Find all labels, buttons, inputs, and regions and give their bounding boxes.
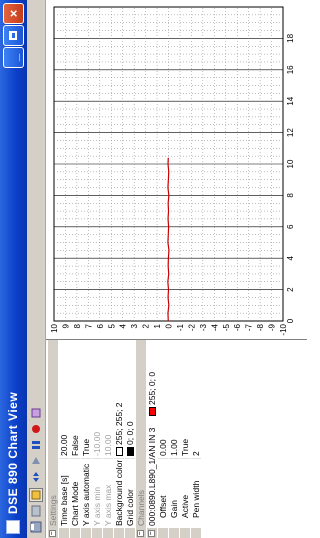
channel-row[interactable]: − 000:0890.L890_1/AN IN 3 255; 0; 0 [147,340,157,538]
open-icon [29,504,43,518]
x-tick-label: 12 [286,128,295,138]
y-tick-label: 10 [50,324,59,333]
category-settings[interactable]: − Settings [48,340,58,538]
window-title: DSE 890 Chart View [6,391,20,514]
play-button[interactable] [29,454,43,468]
restore-button[interactable] [3,25,24,46]
y-tick-label: 9 [61,324,71,329]
y-tick-label: 7 [84,324,94,329]
property-grid-color[interactable]: Grid color 0; 0; 0 [125,340,135,538]
x-tick-label: 2 [286,287,295,292]
x-tick-label: 14 [286,96,295,106]
x-tick-label: 10 [286,159,295,169]
export-button[interactable] [29,406,43,420]
properties-icon [30,489,42,501]
property-y-axis-automatic[interactable]: Y axis automatic True [81,340,91,538]
property-y-axis-max[interactable]: Y axis max 10.00 [103,340,113,538]
property-chart-mode[interactable]: Chart Mode False [70,340,80,538]
pause-icon [29,438,43,452]
y-tick-label: 3 [130,324,140,329]
y-tick-label: -6 [233,324,243,332]
grid-color-swatch [127,447,134,456]
y-tick-label: 6 [95,324,105,329]
chart-panel [46,0,307,339]
y-tick-label: 1 [153,324,163,329]
export-icon [29,406,43,420]
property-background-color[interactable]: Background color 255; 255; 2 [114,340,124,538]
open-button[interactable] [29,504,43,518]
restore-icon [9,31,17,40]
toolbar [27,0,46,538]
y-tick-label: -8 [256,324,266,332]
x-tick-label: 0 [286,318,295,324]
x-tick-label: 18 [286,33,295,43]
minimize-icon: _ [6,53,21,62]
property-active[interactable]: Active True [180,340,190,538]
pause-button[interactable] [29,438,43,452]
x-tick-label: 4 [286,255,295,261]
minimize-button[interactable] [3,47,24,68]
app-icon [6,520,20,534]
collapse-icon: − [49,531,56,536]
connect-icon [29,470,43,484]
channel-color-swatch [149,407,156,416]
y-tick-label: -10 [279,324,288,336]
property-pen-width[interactable]: Pen width 2 [191,340,201,538]
x-tick-label: 8 [286,193,295,198]
chart[interactable] [46,0,307,339]
y-tick-label: 2 [141,324,151,329]
properties-button[interactable] [29,488,43,502]
collapse-icon: − [148,531,155,536]
close-button[interactable] [3,3,24,24]
y-tick-label: -4 [210,324,220,332]
y-tick-label: -1 [175,324,185,332]
background-color-swatch [116,447,123,456]
property-gain[interactable]: Gain 1.00 [169,340,179,538]
y-tick-label: -9 [267,324,277,332]
y-tick-label: 4 [118,324,128,329]
play-icon [29,454,43,468]
y-tick-label: 8 [72,324,82,329]
category-channels[interactable]: − Channels [136,340,146,538]
connect-button[interactable] [29,470,43,484]
save-button[interactable] [29,520,43,534]
property-grid [46,339,307,538]
save-icon [29,520,43,534]
y-tick-label: -3 [198,324,208,332]
property-time-base[interactable]: Time base [s] 20.00 [59,340,69,538]
collapse-icon: − [137,531,144,536]
y-tick-label: -2 [187,324,197,332]
x-tick-label: 16 [286,65,295,75]
title-bar[interactable] [0,0,27,538]
x-tick-label: 6 [286,224,295,230]
y-tick-label: -5 [221,324,231,332]
y-tick-label: -7 [244,324,254,332]
y-tick-label: 5 [107,324,117,329]
record-button[interactable] [29,422,43,436]
property-offset[interactable]: Offset 0.00 [158,340,168,538]
property-y-axis-min[interactable]: Y axis min -10.00 [92,340,102,538]
close-icon: × [6,9,21,18]
y-tick-label: 0 [164,324,174,329]
record-icon [29,422,43,436]
